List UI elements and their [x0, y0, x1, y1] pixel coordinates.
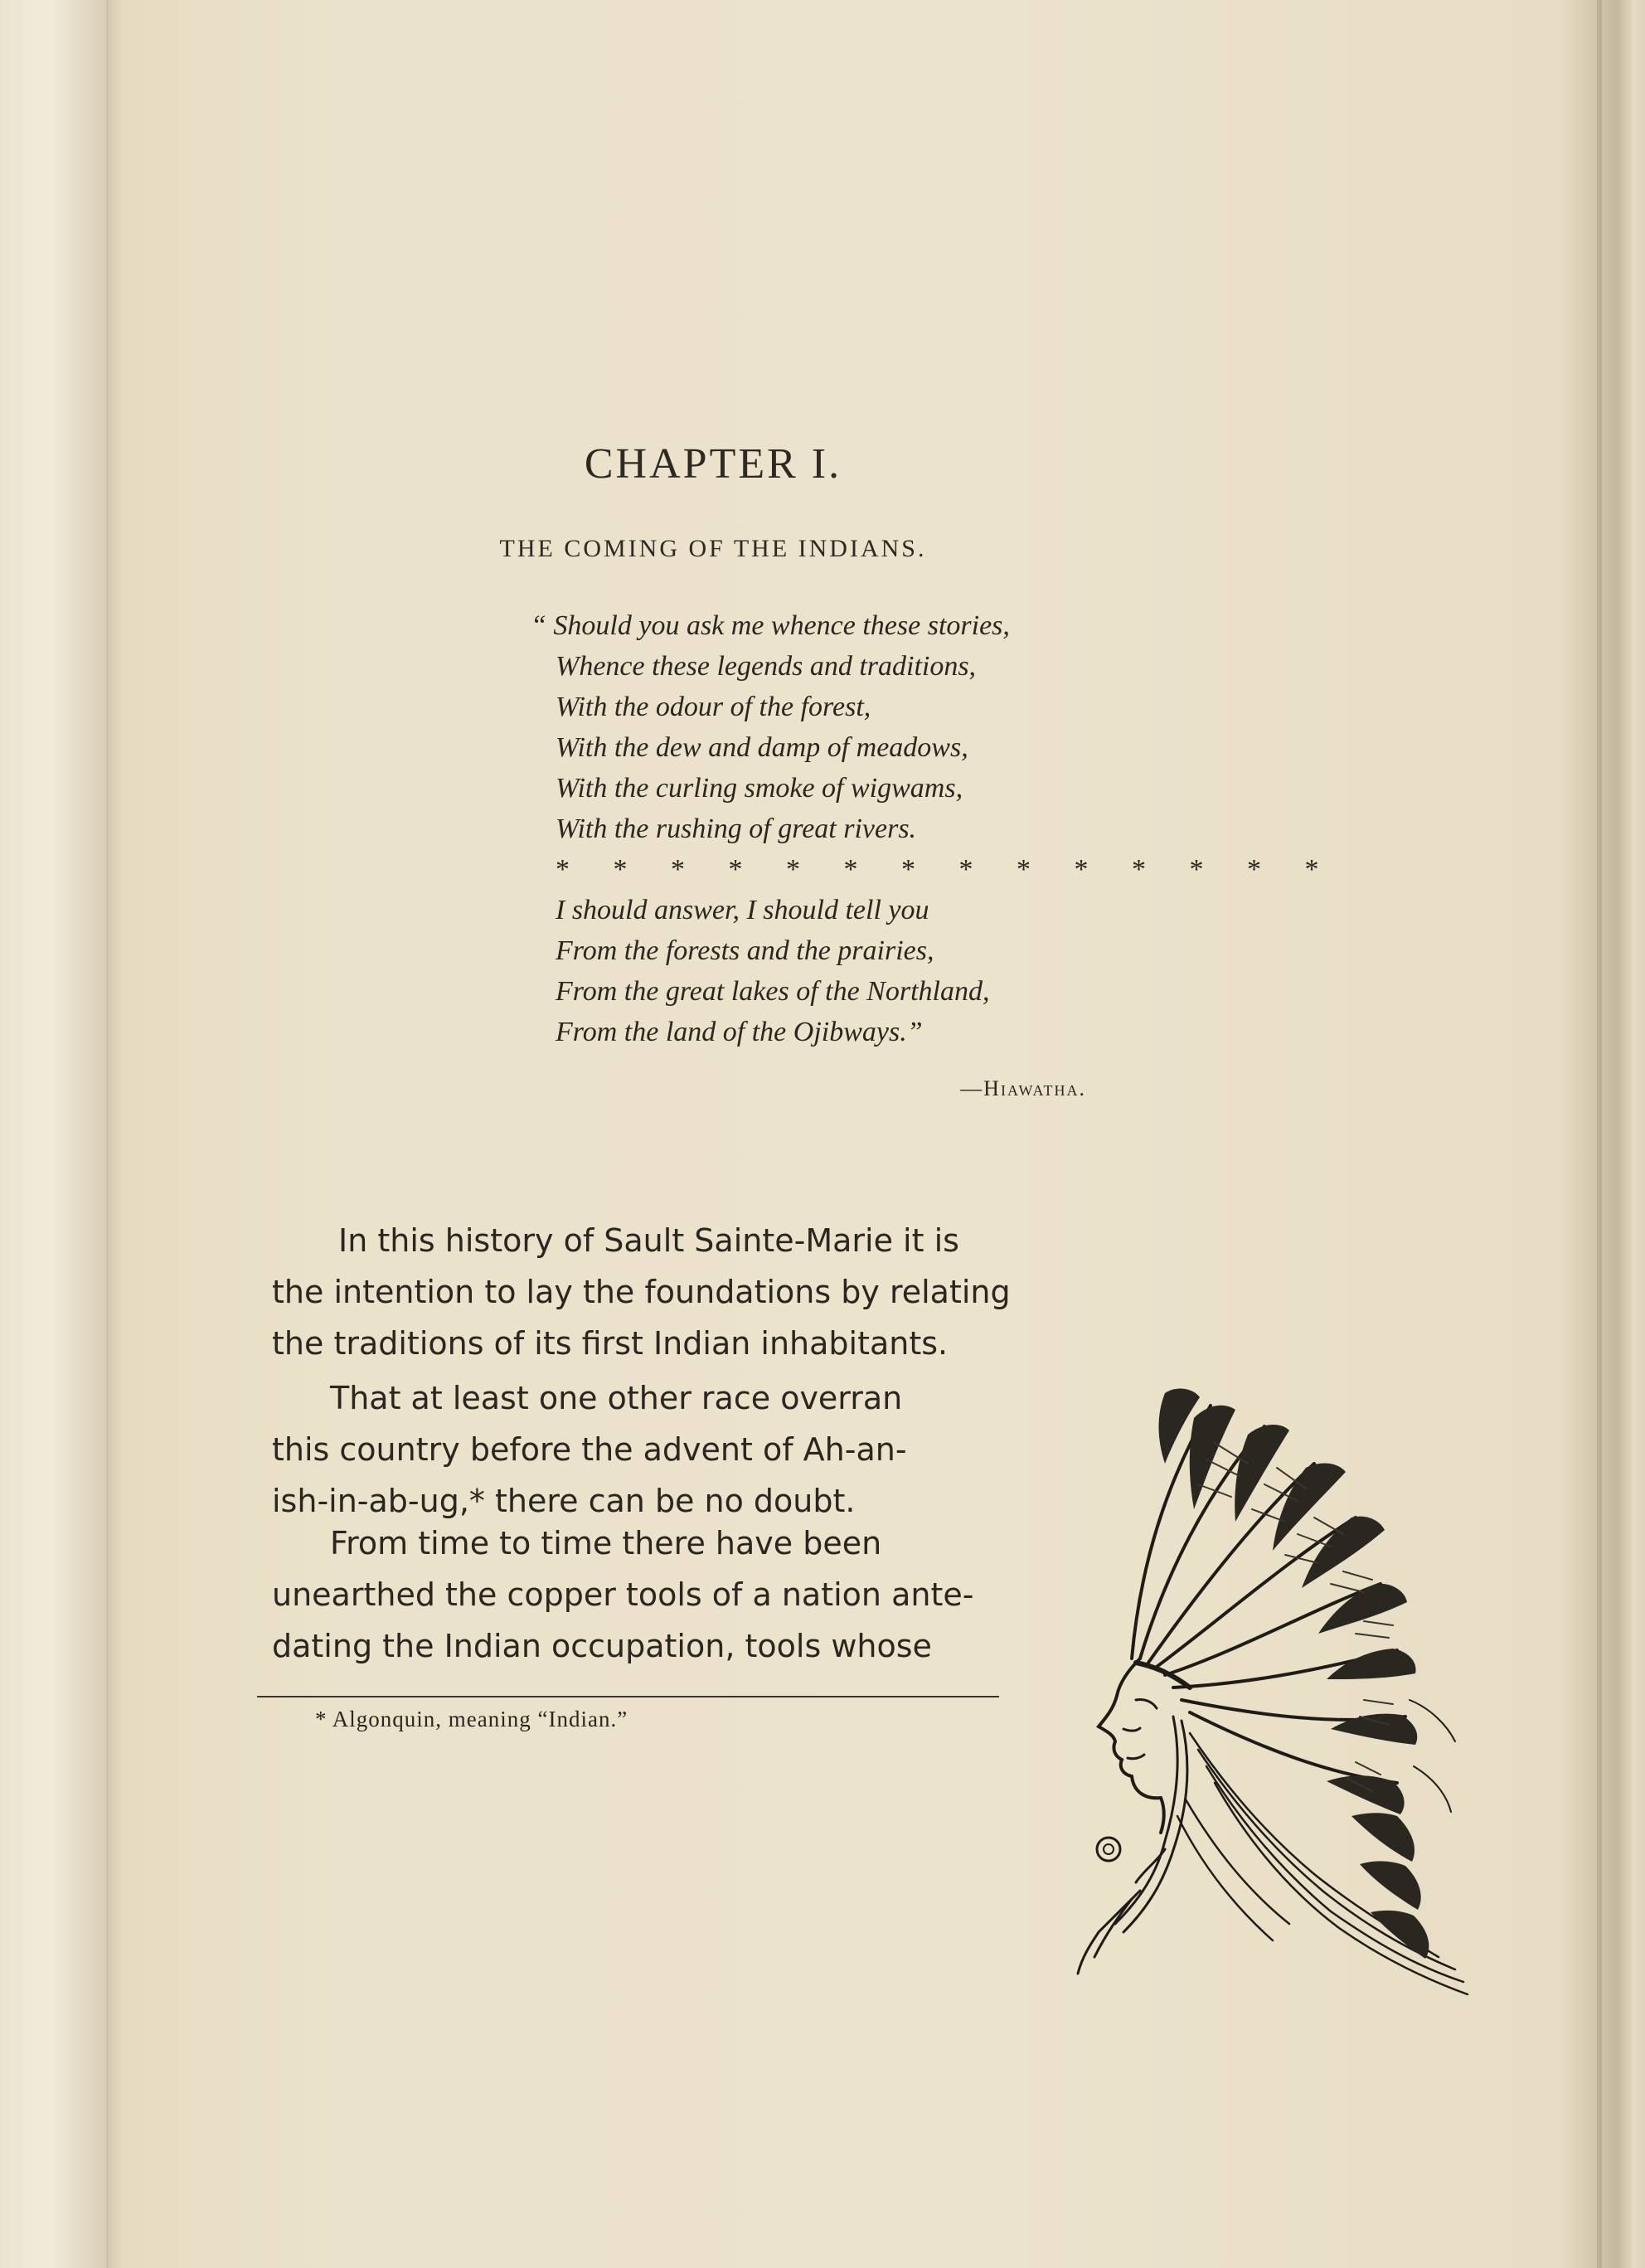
text-line: From time to time there have been [330, 1525, 882, 1561]
body-paragraph [272, 1372, 1018, 1527]
poem-line: With the odour of the forest, [556, 692, 871, 722]
poem-line: From the land of the Ojibways.” [556, 1017, 923, 1047]
text-line: ish-in-ab-ug,* there can be no doubt. [272, 1483, 856, 1519]
footnote-rule [257, 1696, 999, 1697]
text-line: That at least one other race overran [330, 1380, 903, 1416]
poem-line: Whence these legends and traditions, [556, 651, 977, 682]
epigraph-poem [531, 605, 1337, 1052]
poem-line: “ Should you ask me whence these stories, [531, 610, 1010, 641]
chapter-title: THE COMING OF THE INDIANS. [499, 535, 927, 562]
poem-line: From the great lakes of the Northland, [556, 976, 990, 1007]
text-line: unearthed the copper tools of a nation ante- [272, 1576, 974, 1613]
poem-line: I should answer, I should tell you [556, 895, 929, 925]
footnote: * Algonquin, meaning “Indian.” [315, 1707, 628, 1731]
poem-ellipsis-asterisks: * * * * * * * * * * * * * * [556, 854, 1337, 885]
epigraph-attribution: —Hiawatha. [960, 1076, 1086, 1100]
body-paragraph [272, 1215, 1151, 1369]
text-line: the intention to lay the foundations by relating [272, 1274, 1011, 1310]
page-gutter-shadow [106, 0, 109, 2268]
text-line: dating the Indian occupation, tools whose [272, 1628, 932, 1664]
poem-line: With the dew and damp of meadows, [556, 732, 968, 763]
poem-line: With the curling smoke of wigwams, [556, 773, 963, 804]
body-paragraph [272, 1518, 1018, 1672]
text-line: the traditions of its first Indian inhabitants. [272, 1325, 949, 1362]
text-line: this country before the advent of Ah-an- [272, 1431, 907, 1468]
page-edge-shadow [1597, 0, 1602, 2268]
poem-line: From the forests and the prairies, [556, 935, 934, 966]
indian-chief-headdress-icon [1041, 1385, 1505, 2015]
chapter-number: CHAPTER I. [584, 440, 842, 488]
poem-line: With the rushing of great rivers. [556, 813, 917, 844]
text-line: In this history of Sault Sainte-Marie it is [338, 1222, 959, 1259]
